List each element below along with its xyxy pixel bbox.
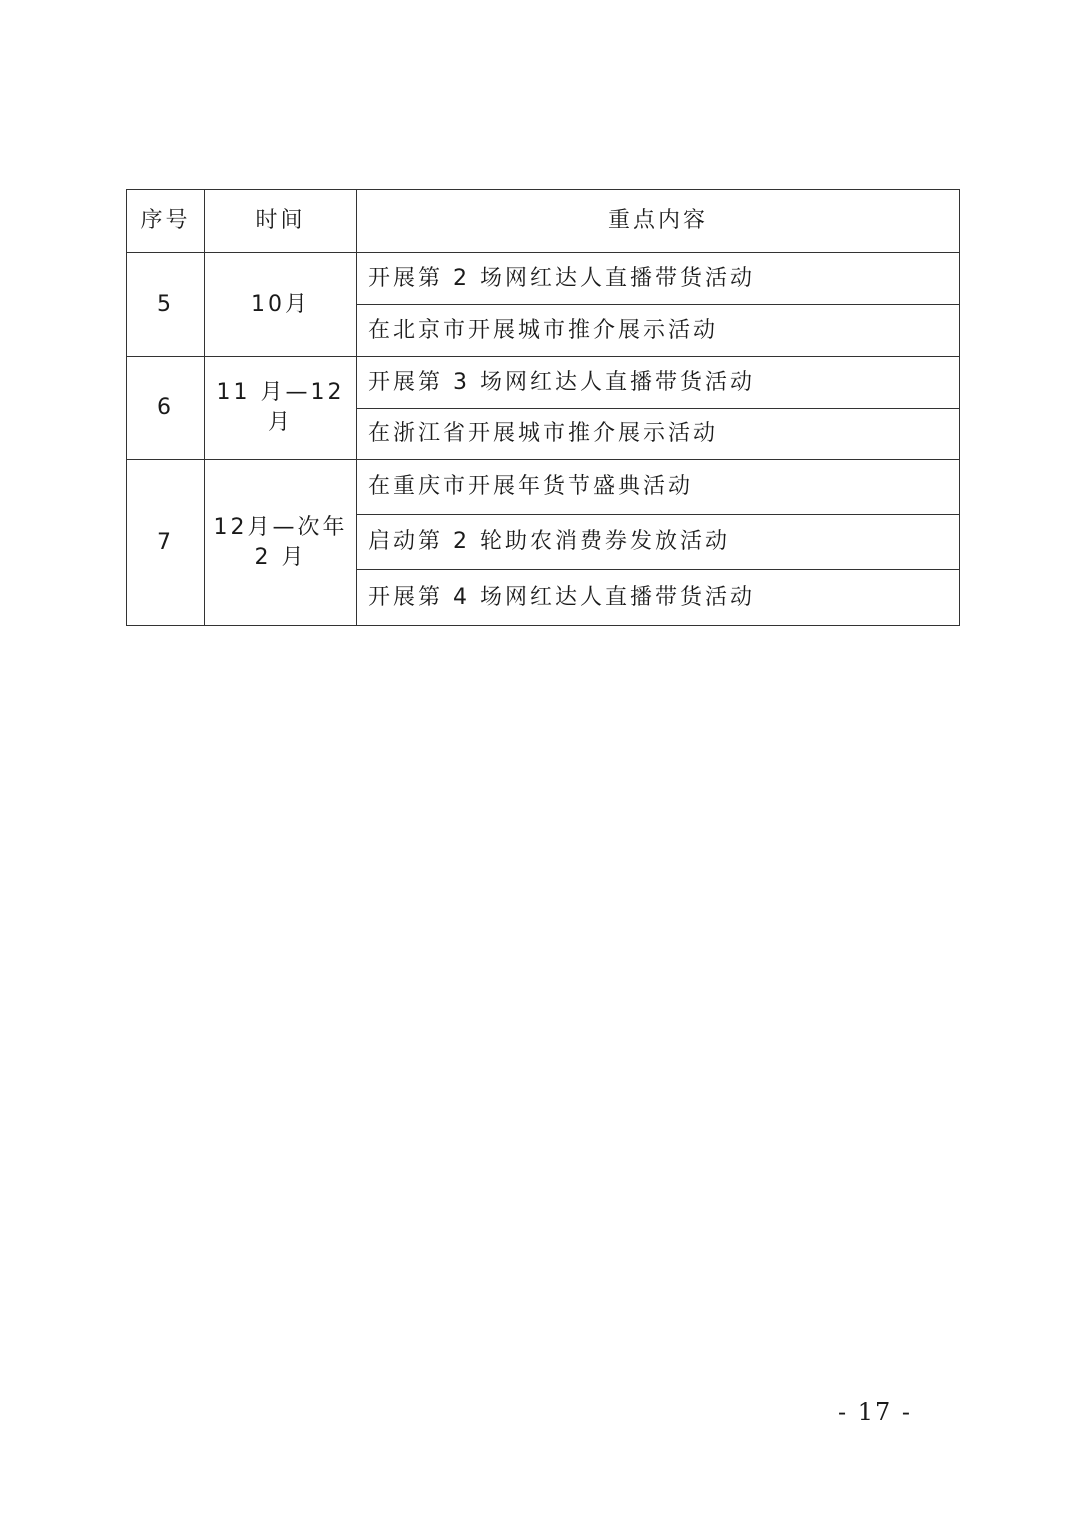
content-cell: 在重庆市开展年货节盛典活动 bbox=[357, 460, 960, 515]
content-cell: 开展第 4 场网红达人直播带货活动 bbox=[357, 570, 960, 626]
header-time: 时间 bbox=[205, 190, 357, 253]
seq-cell: 7 bbox=[127, 460, 205, 626]
table-row bbox=[127, 460, 960, 515]
content-cell: 开展第 3 场网红达人直播带货活动 bbox=[357, 357, 960, 409]
time-cell: 10月 bbox=[205, 253, 357, 357]
content-cell: 开展第 2 场网红达人直播带货活动 bbox=[357, 253, 960, 305]
table-row bbox=[127, 253, 960, 305]
content-cell: 在北京市开展城市推介展示活动 bbox=[357, 305, 960, 357]
time-cell: 11 月—12 月 bbox=[205, 357, 357, 460]
page-number: - 17 - bbox=[837, 1398, 912, 1426]
header-content: 重点内容 bbox=[357, 190, 960, 253]
schedule-table bbox=[126, 189, 960, 626]
content-cell: 启动第 2 轮助农消费券发放活动 bbox=[357, 515, 960, 570]
seq-cell: 5 bbox=[127, 253, 205, 357]
seq-cell: 6 bbox=[127, 357, 205, 460]
time-cell: 12月—次年 2 月 bbox=[205, 460, 357, 626]
content-cell: 在浙江省开展城市推介展示活动 bbox=[357, 409, 960, 460]
table-header-row bbox=[127, 190, 960, 253]
table-row bbox=[127, 357, 960, 409]
header-seq: 序号 bbox=[127, 190, 205, 253]
